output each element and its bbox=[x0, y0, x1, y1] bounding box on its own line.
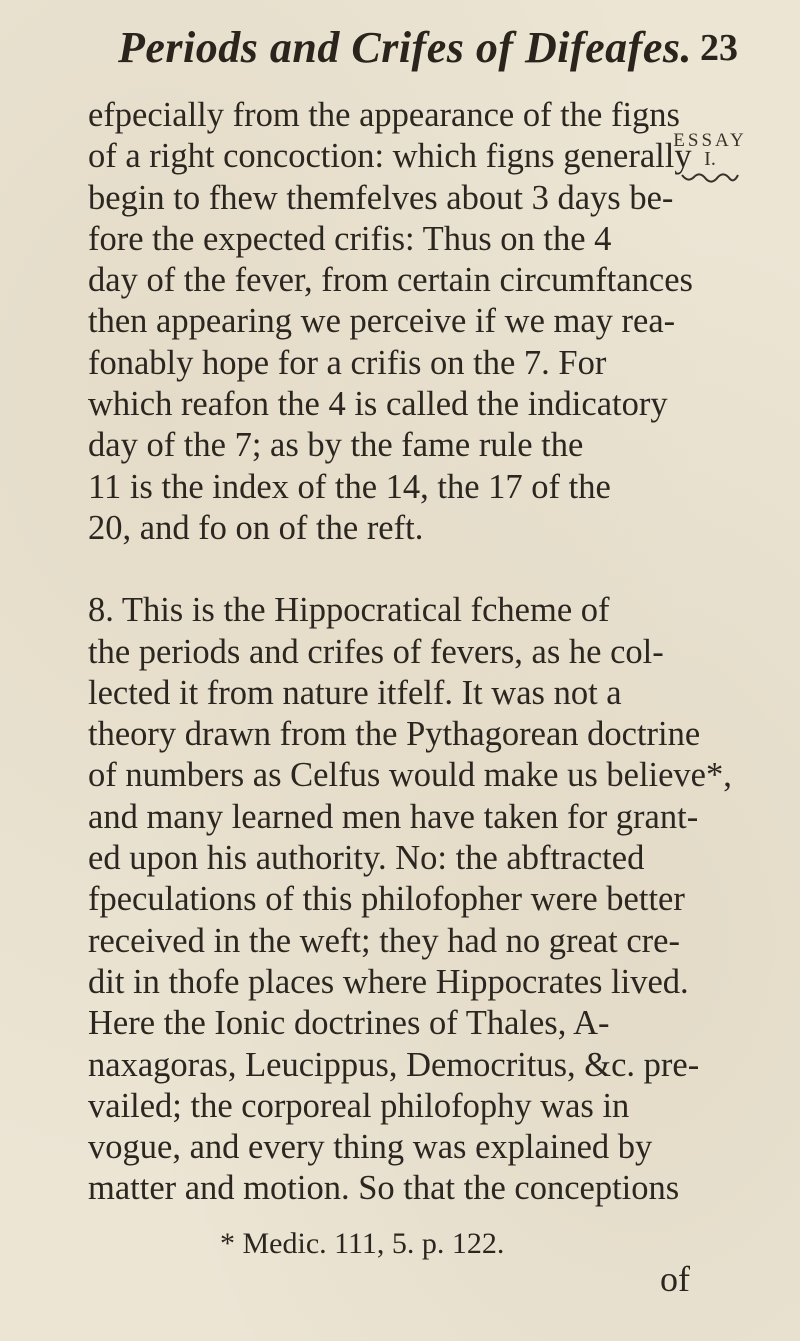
signature-label: ESSAY bbox=[673, 130, 747, 151]
text-line: Here the Ionic doctrines of Thales, A- bbox=[88, 1004, 610, 1043]
text-line: 8. This is the Hippocratical fcheme of bbox=[88, 591, 610, 630]
text-line: matter and motion. So that the conceptions bbox=[88, 1169, 680, 1208]
text-line: efpecially from the appearance of the figns bbox=[88, 96, 680, 134]
text-line: of a right concoction: which figns generally bbox=[88, 137, 692, 176]
catchword: of bbox=[660, 1259, 690, 1299]
text-line: fonably hope for a crifis on the 7. For bbox=[88, 343, 607, 382]
signature-number: I. bbox=[704, 148, 716, 170]
text-line: received in the weft; they had no great cre- bbox=[88, 921, 680, 960]
text-line: the periods and crifes of fevers, as he col- bbox=[88, 632, 664, 671]
text-line: 11 is the index of the 14, the 17 of the bbox=[88, 467, 611, 506]
text-line: vailed; the corporeal philofophy was in bbox=[88, 1086, 630, 1125]
text-line: fore the expected crifis: Thus on the 4 bbox=[88, 219, 612, 258]
text-line: lected it from nature itfelf. It was not a bbox=[88, 673, 622, 712]
paragraph-gap bbox=[88, 549, 728, 590]
text-line: then appearing we perceive if we may rea- bbox=[88, 302, 676, 341]
page-number: 23 bbox=[700, 27, 738, 69]
body-text bbox=[88, 95, 732, 1210]
text-line: dit in thofe places where Hippocrates lived. bbox=[88, 962, 689, 1001]
text-line: ed upon his authority. No: the abftracted bbox=[88, 839, 645, 878]
text-line: fpeculations of this philofopher were better bbox=[88, 880, 685, 919]
text-line: naxagoras, Leucippus, Democritus, &c. pre- bbox=[88, 1045, 700, 1084]
text-line: begin to fhew themfelves about 3 days be- bbox=[88, 178, 674, 217]
text-line: theory drawn from the Pythagorean doctrine bbox=[88, 715, 701, 754]
text-line: which reafon the 4 is called the indicatory bbox=[88, 385, 668, 424]
running-title: Periods and Crifes of Difeafes. bbox=[118, 23, 692, 72]
text-line: day of the fever, from certain circumftances bbox=[88, 261, 693, 300]
footnote: * Medic. 111, 5. p. 122. bbox=[220, 1227, 505, 1260]
page-header bbox=[118, 22, 738, 82]
text-line: and many learned men have taken for grant- bbox=[88, 797, 699, 836]
text-line: day of the 7; as by the fame rule the bbox=[88, 426, 584, 465]
text-line: 20, and fo on of the reft. bbox=[88, 508, 424, 547]
text-line: vogue, and every thing was explained by bbox=[88, 1128, 653, 1167]
text-line: of numbers as Celfus would make us believe*, bbox=[88, 756, 732, 795]
